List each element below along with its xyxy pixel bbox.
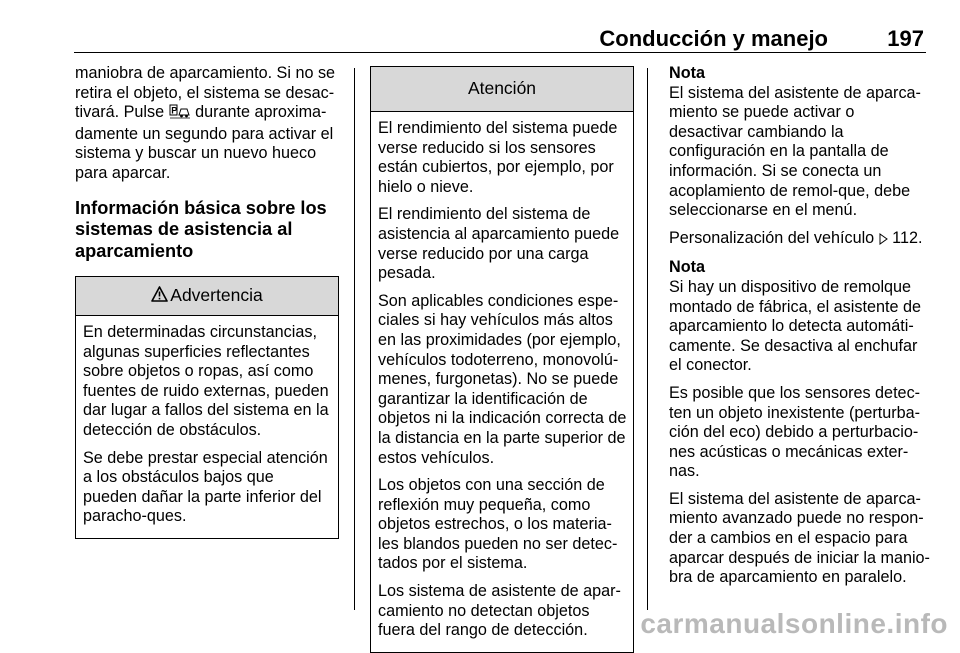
attention-paragraph-2: El rendimiento del sistema de asistencia al aparcamiento puede verse reducido por una carga pesada. bbox=[378, 205, 620, 283]
note-label-1: Nota bbox=[669, 64, 705, 82]
section-heading: Información básica sobre los sistemas de asistencia al aparcamiento bbox=[75, 197, 327, 261]
warning-paragraph-2: Se debe prestar especial atención a los obstáculos bajos que pueden dañar la parte inferior del paracho-ques. bbox=[83, 448, 328, 526]
warning-box bbox=[75, 276, 339, 539]
attention-paragraph-1: El rendimiento del sistema puede verse reducido si los sensores están cubiertos, por ejemplo, por hielo o nieve. bbox=[378, 119, 618, 196]
cross-reference: Personalización del vehículo 112. bbox=[669, 229, 931, 251]
note-text-1: El sistema del asistente de aparca-miento se puede activar o desactivar cambiando la configuración en la pantalla de información. Si se conecta un acoplamiento de remol-que, debe seleccionarse en el menú. bbox=[669, 83, 921, 220]
attention-title: Atención bbox=[467, 78, 537, 99]
paragraph-echo-disturbance: Es posible que los sensores detec-ten un objeto inexistente (perturba-ción del eco) debido a perturbacio-nes acústicas o mecánicas exter-nas. bbox=[669, 383, 921, 481]
left-column bbox=[75, 64, 339, 539]
warning-title: Advertencia bbox=[170, 285, 263, 306]
warning-header bbox=[76, 277, 338, 316]
column-divider-right bbox=[647, 68, 648, 610]
page-number: 197 bbox=[887, 26, 924, 51]
note-label-2: Nota bbox=[669, 258, 705, 277]
note-text-2: Si hay un dispositivo de remolque montado de fábrica, el asistente de aparcamiento lo detecta automáti-camente. Se desactiva al enchufar el conector. bbox=[669, 277, 921, 375]
attention-paragraph-3: Son aplicables condiciones espe-ciales si hay vehículos más altos en las proximidades (por ejemplo, vehículos todoterreno, monovolú-menes, furgonetas). No se puede garantizar la identificación de objetos ni la indicación correcta de la distancia en la parte superior de estos vehículos. bbox=[378, 291, 627, 467]
attention-body bbox=[371, 112, 633, 652]
page-reference-arrow-icon bbox=[879, 231, 888, 251]
warning-body bbox=[76, 316, 338, 538]
svg-text:P: P bbox=[170, 105, 177, 116]
attention-paragraph-5: Los sistema de asistente de apar-camiento no detectan objetos fuera del rango de detección. bbox=[378, 582, 621, 640]
intro-paragraph: maniobra de aparcamiento. Si no se retira el objeto, el sistema se desac-tivará. Pulse P durante aproxima-damente un segundo para activar el sistema y buscar un nuevo hueco para aparcar. bbox=[75, 64, 336, 182]
warning-paragraph-1: En determinadas circunstancias, algunas superficies reflectantes sobre objetos o ropas, así como fuentes de ruido externas, pueden dar lugar a fallos del sistema en la detección de obstáculos. bbox=[83, 323, 329, 440]
warning-triangle-icon bbox=[151, 286, 168, 307]
right-column bbox=[669, 64, 931, 596]
chapter-title: Conducción y manejo bbox=[599, 26, 828, 51]
parking-assist-button-icon bbox=[169, 104, 191, 125]
attention-box bbox=[370, 66, 634, 653]
paragraph-advanced-assist: El sistema del asistente de aparca-miento avanzado puede no respon-der a cambios en el espacio para aparcar después de iniciar la manio-bra de aparcamiento en paralelo. bbox=[669, 489, 930, 587]
header-divider bbox=[74, 52, 926, 53]
column-divider-left bbox=[354, 68, 355, 610]
attention-paragraph-4: Los objetos con una sección de reflexión muy pequeña, como objetos estrechos, o los materia-les blandos pueden no ser detec-tados por el sistema. bbox=[378, 476, 618, 573]
watermark: carmanualsonline.info bbox=[640, 608, 948, 639]
attention-header bbox=[371, 67, 633, 112]
